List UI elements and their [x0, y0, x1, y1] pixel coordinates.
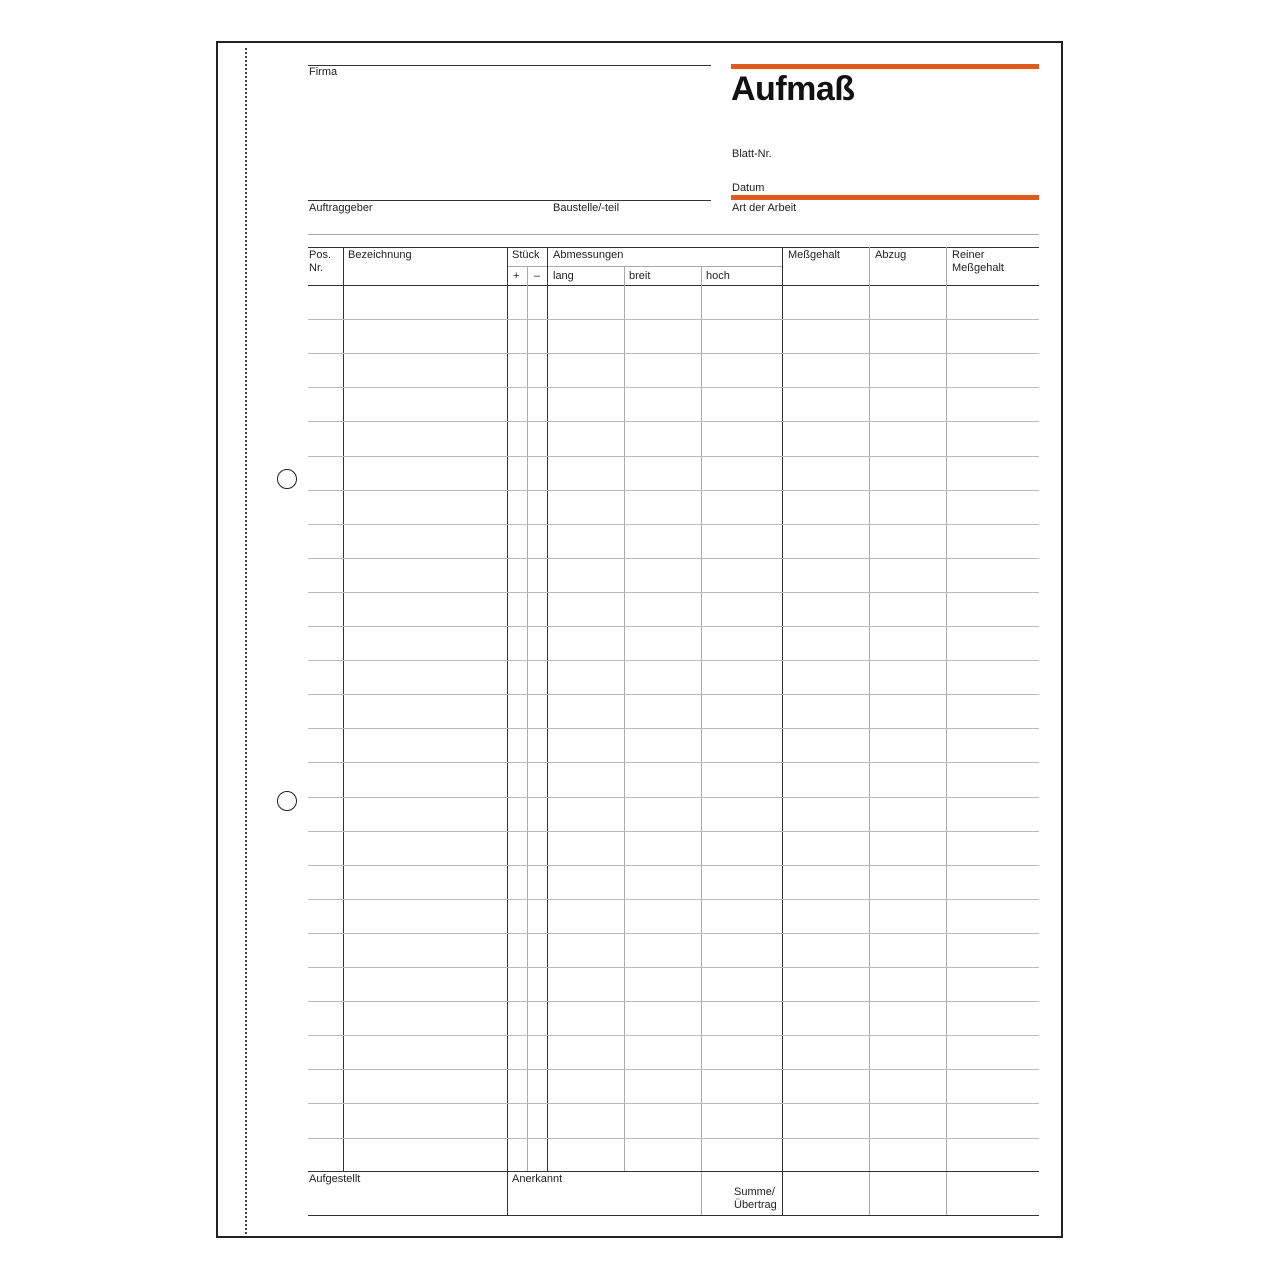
- table-row-line: [308, 558, 1039, 559]
- summe-label-2: Übertrag: [734, 1199, 777, 1211]
- table-row-line: [308, 1138, 1039, 1139]
- subheader-line: [507, 266, 782, 267]
- blatt-nr-label: Blatt-Nr.: [732, 148, 772, 160]
- firma-label: Firma: [309, 66, 338, 78]
- table-row-line: [308, 933, 1039, 934]
- col-reiner-label-2: Meßgehalt: [952, 262, 1004, 274]
- table-top-line: [308, 247, 1039, 248]
- table-row-line: [308, 421, 1039, 422]
- table-row-line: [308, 728, 1039, 729]
- col-abzug-label: Abzug: [875, 249, 907, 261]
- table-row-line: [308, 865, 1039, 866]
- col-bezeichnung-label: Bezeichnung: [348, 249, 412, 261]
- table-row-line: [308, 660, 1039, 661]
- anerkannt-label: Anerkannt: [512, 1173, 563, 1185]
- col-divider-stueck: [547, 247, 548, 1172]
- table-row-line: [308, 1001, 1039, 1002]
- table-row-line: [308, 592, 1039, 593]
- accent-bar-bottom: [731, 195, 1039, 200]
- baustelle-label: Baustelle/-teil: [553, 202, 620, 214]
- footer-top-line: [308, 1171, 1039, 1172]
- col-divider-breit: [701, 266, 702, 1215]
- table-row-line: [308, 353, 1039, 354]
- col-divider-plus: [527, 266, 528, 1172]
- table-row-line: [308, 626, 1039, 627]
- col-minus-label: –: [534, 270, 541, 282]
- auftraggeber-line: [308, 200, 711, 201]
- table-row-line: [308, 1103, 1039, 1104]
- table-row-line: [308, 762, 1039, 763]
- table-row-line: [308, 694, 1039, 695]
- table-row-line: [308, 1069, 1039, 1070]
- col-reiner-label-1: Reiner: [952, 249, 985, 261]
- col-messgehalt-label: Meßgehalt: [788, 249, 840, 261]
- col-hoch-label: hoch: [706, 270, 730, 282]
- summe-label-1: Summe/: [734, 1186, 775, 1198]
- footer-bottom-line: [308, 1215, 1039, 1216]
- table-row-line: [308, 319, 1039, 320]
- table-row-line: [308, 456, 1039, 457]
- col-abmessungen-label: Abmessungen: [553, 249, 624, 261]
- table-row-line: [308, 967, 1039, 968]
- col-breit-label: breit: [629, 270, 651, 282]
- table-row-line: [308, 899, 1039, 900]
- col-plus-label: +: [513, 270, 520, 282]
- table-row-line: [308, 1035, 1039, 1036]
- col-stueck-label: Stück: [512, 249, 540, 261]
- table-header-bottom-line: [308, 285, 1039, 286]
- perforation-line: [245, 48, 247, 1234]
- table-row-line: [308, 387, 1039, 388]
- aufgestellt-label: Aufgestellt: [309, 1173, 361, 1185]
- col-divider-lang: [624, 266, 625, 1172]
- col-pos-label-1: Pos.: [309, 249, 332, 261]
- col-lang-label: lang: [553, 270, 574, 282]
- datum-label: Datum: [732, 182, 765, 194]
- col-divider-pos: [343, 247, 344, 1172]
- accent-bar-top: [731, 64, 1039, 69]
- form-title: Aufmaß: [731, 70, 855, 108]
- punch-hole-top: [277, 469, 297, 489]
- table-row-line: [308, 524, 1039, 525]
- auftraggeber-label: Auftraggeber: [309, 202, 373, 214]
- table-row-line: [308, 490, 1039, 491]
- art-der-arbeit-label: Art der Arbeit: [732, 202, 797, 214]
- header-separator: [308, 234, 1039, 235]
- table-row-line: [308, 797, 1039, 798]
- punch-hole-bottom: [277, 791, 297, 811]
- col-pos-label-2: Nr.: [309, 262, 324, 274]
- firma-line: [308, 65, 711, 66]
- table-row-line: [308, 831, 1039, 832]
